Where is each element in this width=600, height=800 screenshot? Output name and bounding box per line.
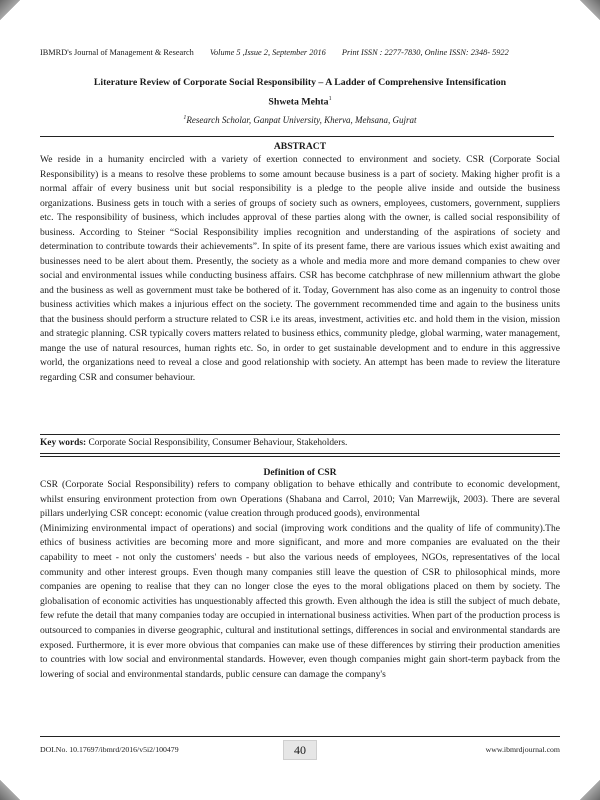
issue-info: Volume 5 ,Issue 2, September 2016	[209, 48, 326, 57]
divider	[40, 453, 560, 454]
abstract-heading: ABSTRACT	[273, 141, 327, 152]
affiliation-text: Research Scholar, Ganpat University, Kherva, Mehsana, Gujrat	[186, 115, 417, 125]
author-name: Shweta Mehta	[268, 96, 329, 108]
body-paragraph: CSR (Corporate Social Responsibility) refers to company obligation to behave ethically and contribute to economic development, whilst ensuring environment protection from own Operations (Shabana and Carrol, 2010; Van Marrewijk, 2003). There are several pillars underlying CSR concept: economic (value creation through produced goods), environmental	[40, 479, 560, 520]
website: www.ibmrdjournal.com	[485, 745, 560, 754]
author-line	[40, 96, 560, 107]
doi: DOI.No. 10.17697/ibmrd/2016/v5i2/100479	[40, 745, 179, 754]
divider	[40, 736, 560, 737]
affiliation	[40, 115, 560, 125]
issn-info: Print ISSN : 2277-7830, Online ISSN: 2348- 5922	[341, 48, 509, 57]
abstract-text: We reside in a humanity encircled with a variety of exertion connected to environment and society. CSR (Corporate Social Responsibility) is a means to resolve these problems to some amount because business is a part of society. Making higher profit is a normal affair of every business unit but social responsibility is a pledge to the people alive inside and outside the business organizations. Business gets in touch with a series of groups of society such as owners, employees, customers, government, suppliers etc. The responsibility of business, which includes approval of these parties along with the owner, is called social responsibility of business. According to Steiner “Social Responsibility implies recognition and understanding of the aspirations of society and determination to contribute towards their achievements”. In spite of its present fame, there are various issues which exist awaiting and businesses need to be alert about them. Presently, the society as a whole and media more and more demand companies to chew over social and environmental issues while conducting business affairs. CSR has become catchphrase of new millennium athwart the globe and the business as well as government must take be bothered of it. Today, Government has also come as an ingenuity to control those business activities which makes a injurious effect on the society. The government recommended time and again to the business units that the business should perform a structure related to CSR i.e its areas, investment, activities etc. and hold them in the vision, mission and strategic planning. CSR typically covers matters related to business ethics, community pledge, global warming, water management, mange the use of natural resources, human rights etc. So, in order to get sustainable development and to endure in this aggressive world, the organizations need to reveal a close and good relationship with society. An attempt has been made to review the literature regarding CSR and consumer behaviour.	[40, 154, 560, 383]
paper-title: Literature Review of Corporate Social Responsibility – A Ladder of Comprehensive Intensification	[93, 77, 507, 88]
page-corner-fold	[580, 780, 600, 800]
page-corner-fold	[0, 0, 20, 20]
keywords-label: Key words:	[40, 438, 87, 448]
section-heading: Definition of CSR	[263, 467, 337, 478]
running-header	[40, 48, 560, 57]
author-mark: 1	[328, 96, 332, 102]
page-footer	[40, 740, 560, 760]
journal-name: IBMRD's Journal of Management & Research	[40, 48, 194, 57]
divider	[40, 456, 560, 457]
divider	[40, 136, 554, 137]
affiliation-mark: 1	[183, 115, 187, 121]
keywords	[40, 438, 560, 448]
page-corner-fold	[580, 0, 600, 20]
keywords-text: Corporate Social Responsibility, Consumer Behaviour, Stakeholders.	[88, 438, 348, 448]
body-paragraph: (Minimizing environmental impact of operations) and social (improving work conditions and the quality of life of community).The ethics of business activities are becoming more and more significant, and more and more companies are evaluated on the their capability to meet - not only the customers' needs - but also the various needs of employees, NGOs, representatives of the local community and other interest groups. Even though many companies still leave the question of CSR to philosophical minds, more companies are opening to realise that they can no longer close the eyes to the moral obligations placed on them by society. The globalisation of economic activities has unquestionably affected this growth. Even although the idea is still the subject of much debate, few refute the detail that many companies today are occupied in international business activities. When part of the production process is outsourced to companies in diverse geographic, cultural and institutional settings, differences in social and environmental standards are exposed. Furthermore, it is ever more obvious that companies can make use of these differences by stirring their production amenities to countries with low social and environmental standards. However, even though companies might gain short-term payback from the lowering of social and environmental standards, public censure can damage the company's	[40, 522, 560, 680]
page-number: 40	[283, 740, 317, 760]
divider	[40, 434, 560, 435]
section-body	[40, 478, 560, 682]
page-corner-fold	[0, 780, 20, 800]
